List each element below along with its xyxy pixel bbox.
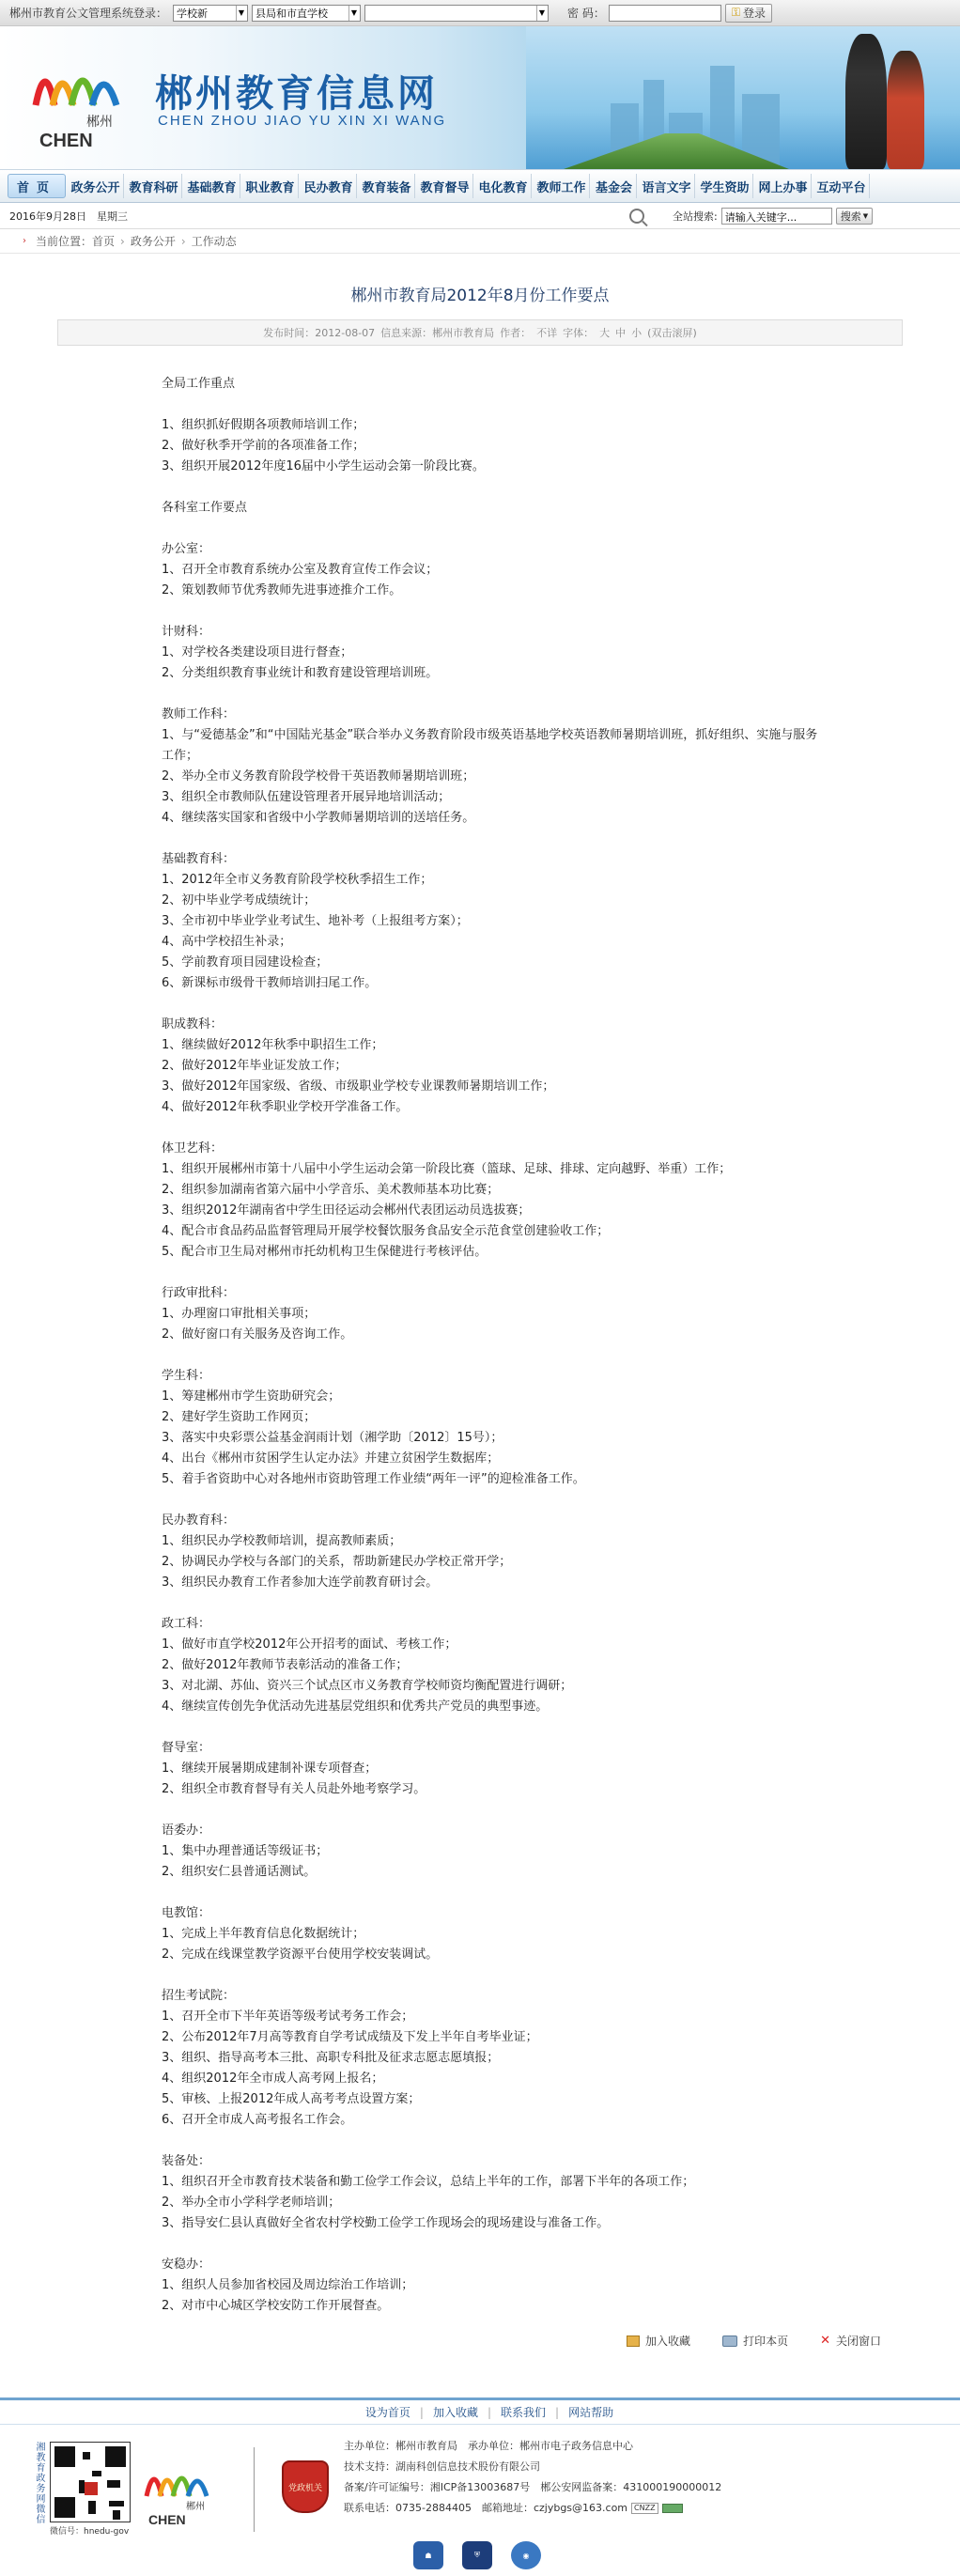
article-line: 2、策划教师节优秀教师先进事迹推介工作。 — [162, 583, 402, 597]
article-line: 3、组织开展2012年度16届中小学生运动会第一阶段比赛。 — [162, 459, 485, 473]
article-line: 1、组织抓好假期各项教师培训工作； — [162, 418, 365, 432]
article-line: 4、继续宣传创先争优活动先进基层党组织和优秀共产党员的典型事迹。 — [162, 1699, 549, 1714]
site-title: 郴州教育信息网 — [155, 71, 438, 116]
article-title: 郴州市教育局2012年8月份工作要点 — [350, 287, 610, 305]
article-line: 1、筹建郴州市学生资助研究会； — [162, 1389, 341, 1404]
article-line: 4、高中学校招生补录； — [162, 935, 292, 949]
link-divider: | — [419, 2405, 424, 2419]
link-divider: | — [555, 2405, 560, 2419]
article-line: 装备处： — [162, 2154, 211, 2168]
article-line: 1、组织开展郴州市第十八届中小学生运动会第一阶段比赛（篮球、足球、排球、定向越野、举重）工作； — [162, 1162, 732, 1176]
article-line: 4、配合市食品药品监督管理局开展学校餐饮服务食品安全示范食堂创建验收工作； — [162, 1224, 610, 1238]
footer-logo-mark: 郴州 — [186, 2502, 205, 2512]
wechat-vertical-text: 湘教育政务网微信 — [34, 2442, 44, 2524]
article-tools — [627, 2333, 881, 2349]
article-line: 1、办理窗口审批相关事项； — [162, 1307, 317, 1321]
nav-item[interactable]: 基金会 — [592, 174, 637, 198]
stats-badge-icon[interactable] — [662, 2504, 683, 2513]
paragraph-gap — [162, 1965, 902, 1986]
article-line: 4、出台《郴州市贫困学生认定办法》并建立贫困学生数据库； — [162, 1451, 500, 1466]
article-line: 2、协调民办学校与各部门的关系，帮助新建民办学校正常开学； — [162, 1555, 512, 1569]
logo-city-pinyin: CHEN — [39, 131, 93, 151]
add-favorite-button[interactable] — [627, 2333, 690, 2349]
chevron-down-icon: ▼ — [536, 6, 545, 21]
chevron-down-icon: ▼ — [348, 6, 357, 21]
article-line: 2、对市中心城区学校安防工作开展督查。 — [162, 2299, 390, 2313]
article-line: 民办教育科： — [162, 1513, 236, 1528]
school-type-select[interactable] — [173, 5, 248, 22]
tech-support: 技术支持：湖南科创信息技术股份有限公司 — [344, 2460, 540, 2473]
paragraph-gap — [162, 2234, 902, 2255]
article-line: 1、组织人员参加省校园及周边综治工作培训； — [162, 2278, 414, 2292]
qr-caption: 微信号：hnedu-gov — [50, 2527, 130, 2537]
footer-logo-pinyin: CHEN — [148, 2512, 186, 2527]
article-line: 6、召开全市成人高考报名工作会。 — [162, 2113, 353, 2127]
article-line: 计财科： — [162, 625, 211, 639]
close-window-button[interactable] — [820, 2333, 881, 2349]
emblem-label: 党政机关 — [287, 2483, 322, 2493]
login-bar — [0, 0, 960, 26]
close-icon: ✕ — [820, 2334, 830, 2348]
article-line: 各科室工作要点 — [162, 501, 248, 515]
search-icon — [629, 209, 644, 224]
site-logo-icon — [26, 49, 139, 152]
login-button-label: 登录 — [742, 7, 766, 20]
chevron-down-icon: ▼ — [862, 211, 869, 220]
article-line: 6、新课标市级骨干教师培训扫尾工作。 — [162, 976, 378, 990]
paragraph-gap — [162, 395, 902, 415]
article-line: 学生科： — [162, 1369, 211, 1383]
article-line: 3、组织2012年湖南省中学生田径运动会郴州代表团运动员选拔赛； — [162, 1203, 531, 1218]
login-button[interactable] — [725, 4, 772, 23]
breadcrumb — [0, 229, 960, 254]
article-line: 全局工作重点 — [162, 377, 236, 391]
paragraph-gap — [162, 1717, 902, 1738]
article-line: 2、举办全市义务教育阶段学校骨干英语教师暑期培训班； — [162, 769, 475, 784]
article-line: 督导室： — [162, 1741, 211, 1755]
chevron-right-icon: › — [23, 236, 26, 246]
contact-info — [344, 2498, 721, 2519]
article-line: 2、做好秋季开学前的各项准备工作； — [162, 439, 365, 453]
article — [0, 282, 960, 2317]
main-nav — [0, 169, 960, 203]
nav-item[interactable]: 学生资助 — [697, 174, 753, 198]
party-gov-emblem-icon[interactable] — [282, 2460, 329, 2513]
article-line: 3、组织民办教育工作者参加大连学前教育研讨会。 — [162, 1575, 439, 1590]
add-favorite-label: 加入收藏 — [645, 2335, 691, 2348]
article-line: 2、建好学生资助工作网页； — [162, 1410, 317, 1424]
article-line: 3、全市初中毕业学业考试生、地补考（上报组考方案）； — [162, 914, 469, 928]
paragraph-gap — [162, 684, 902, 705]
article-line: 1、集中办理普通话等级证书； — [162, 1844, 329, 1858]
font-large-button[interactable]: 大 — [599, 327, 611, 339]
article-line: 3、做好2012年国家级、省级、市级职业学校专业课教师暑期培训工作； — [162, 1079, 555, 1094]
author-value: 不详 — [536, 327, 558, 339]
region-value: 县局和市直学校 — [255, 7, 329, 20]
paragraph-gap — [162, 994, 902, 1015]
current-date: 2016年9月28日 星期三 — [9, 209, 128, 223]
breadcrumb-separator: › — [180, 234, 186, 248]
search-input[interactable]: 请输入关键字... — [721, 208, 832, 225]
article-body — [0, 346, 902, 2317]
nav-item[interactable]: 职业教育 — [242, 174, 299, 198]
unit-select[interactable] — [364, 5, 549, 22]
person-graphic — [887, 51, 924, 169]
site-pinyin: CHEN ZHOU JIAO YU XIN XI WANG — [158, 113, 447, 129]
footer-logo-icon — [141, 2453, 225, 2528]
nav-item[interactable]: 教育科研 — [126, 174, 182, 198]
login-label: 郴州市教育公文管理系统登录： — [9, 7, 168, 20]
person-graphic — [845, 34, 887, 169]
article-line: 1、召开全市教育系统办公室及教育宣传工作会议； — [162, 563, 439, 577]
author: 作者： — [500, 327, 532, 339]
paragraph-gap — [162, 519, 902, 539]
article-line: 2、做好2012年毕业证发放工作； — [162, 1059, 348, 1073]
article-line: 4、继续落实国家和省级中小学教师暑期培训的送培任务。 — [162, 811, 475, 825]
site-banner — [0, 26, 960, 169]
article-line: 招生考试院： — [162, 1989, 236, 2003]
article-line: 安稳办： — [162, 2258, 211, 2272]
footer-divider — [254, 2447, 255, 2532]
paragraph-gap — [162, 1593, 902, 1614]
article-line: 体卫艺科： — [162, 1141, 224, 1156]
article-line: 1、组织召开全市教育技术装备和勤工俭学工作会议，总结上半年的工作，部署下半年的各项工作； — [162, 2175, 695, 2189]
article-line: 2、完成在线课堂教学资源平台使用学校安装调试。 — [162, 1948, 439, 1962]
info-source: 信息来源：郴州市教育局 — [380, 327, 495, 339]
font-medium-button[interactable]: 中 — [615, 327, 627, 339]
site-help-link[interactable]: 网站帮助 — [568, 2406, 614, 2419]
password-label: 密 码： — [567, 7, 605, 20]
paragraph-gap — [162, 1263, 902, 1283]
nav-item[interactable]: 互动平台 — [813, 174, 870, 198]
article-line: 1、继续做好2012年秋季中职招生工作； — [162, 1038, 384, 1052]
nav-item[interactable]: 语言文字 — [639, 174, 695, 198]
article-line: 5、学前教育项目园建设检查； — [162, 955, 329, 970]
article-line: 3、组织全市教师队伍建设管理者开展异地培训活动； — [162, 790, 451, 804]
qr-code-icon — [50, 2442, 131, 2522]
link-divider: | — [487, 2405, 492, 2419]
police-badge-icon[interactable]: ☗ — [413, 2541, 443, 2569]
paragraph-gap — [162, 1490, 902, 1511]
article-line: 1、组织民办学校教师培训，提高教师素质； — [162, 1534, 402, 1548]
article-line: 1、做好市直学校2012年公开招考的面试、考核工作； — [162, 1637, 457, 1652]
article-line: 基础教育科： — [162, 852, 236, 866]
font-small-button[interactable]: 小 — [631, 327, 643, 339]
net-police-badge-icon[interactable]: ◉ — [511, 2541, 541, 2569]
wechat-block — [32, 2442, 131, 2537]
font-size-label: 字体： — [563, 327, 595, 339]
article-line: 2、组织参加湖南省第六届中小学音乐、美术教师基本功比赛； — [162, 1183, 500, 1197]
article-line: 办公室： — [162, 542, 211, 556]
article-line: 2、分类组织教育事业统计和教育建设管理培训班。 — [162, 666, 439, 680]
search-label: 全站搜索: — [673, 209, 718, 223]
footer-links — [0, 2400, 960, 2425]
favorite-icon — [627, 2335, 640, 2347]
logo-city-mark: 郴州 — [86, 115, 113, 130]
article-line: 1、与“爱德基金”和“中国陆光基金”联合举办义务教育阶段市级英语基地学校英语教师暑期培训班，抓好组织、实施与服务 — [162, 728, 818, 742]
nav-item[interactable]: 网上办事 — [755, 174, 812, 198]
nav-item[interactable]: 基础教育 — [184, 174, 240, 198]
article-line: 3、对北湖、苏仙、资兴三个试点区市义务教育学校师资均衡配置进行调研； — [162, 1679, 573, 1693]
article-line: 1、2012年全市义务教育阶段学校秋季招生工作； — [162, 873, 433, 887]
article-line: 3、落实中央彩票公益基金润雨计划（湘学助〔2012〕15号）； — [162, 1431, 503, 1445]
password-input[interactable] — [609, 5, 721, 22]
article-line: 5、配合市卫生局对郴州市托幼机构卫生保健进行考核评估。 — [162, 1245, 488, 1259]
paragraph-gap — [162, 477, 902, 498]
footer-info — [344, 2436, 721, 2519]
contact-us-link[interactable]: 联系我们 — [501, 2406, 547, 2419]
breadcrumb-section[interactable]: 政务公开 — [130, 235, 176, 248]
article-line: 2、初中毕业学考成绩统计； — [162, 893, 317, 908]
article-line: 4、组织2012年全市成人高考网上报名； — [162, 2072, 384, 2086]
article-line: 2、举办全市小学科学老师培训； — [162, 2196, 341, 2210]
paragraph-gap — [162, 1800, 902, 1821]
paragraph-gap — [162, 829, 902, 849]
nav-item[interactable]: 教育督导 — [417, 174, 473, 198]
printer-icon — [722, 2335, 737, 2347]
paragraph-gap — [162, 1345, 902, 1366]
host-unit: 主办单位：郴州市教育局 承办单位：郴州市电子政务信息中心 — [344, 2440, 633, 2452]
contact-text: 联系电话：0735-2884405 邮箱地址：czjybgs@163.com — [344, 2502, 628, 2514]
set-homepage-link[interactable]: 设为首页 — [364, 2406, 410, 2419]
search-button[interactable] — [836, 208, 873, 225]
article-line: 5、着手省资助中心对各地州市资助管理工作业绩“两年一评”的迎检准备工作。 — [162, 1472, 585, 1486]
security-badge-icon[interactable]: ⛨ — [462, 2541, 492, 2569]
double-click-scroll: (双击滚屏) — [647, 327, 697, 339]
article-line: 教师工作科： — [162, 707, 236, 722]
article-line: 职成教科： — [162, 1017, 224, 1032]
nav-item[interactable]: 教师工作 — [534, 174, 590, 198]
article-line: 1、对学校各类建设项目进行督查； — [162, 645, 353, 660]
info-bar — [0, 203, 960, 229]
search-button-label: 搜索 — [840, 209, 861, 223]
icp-record: 备案/许可证编号：湘ICP备13003687号 郴公安网监备案：431000190000012 — [344, 2481, 722, 2493]
print-button[interactable] — [722, 2333, 788, 2349]
nav-item[interactable]: 政务公开 — [68, 174, 124, 198]
breadcrumb-label: 当前位置： — [36, 235, 93, 248]
article-line: 3、组织、指导高考本三批、高职专科批及征求志愿志愿填报； — [162, 2051, 500, 2065]
publish-time: 发布时间：2012-08-07 — [263, 327, 376, 339]
article-line: 4、做好2012年秋季职业学校开学准备工作。 — [162, 1100, 409, 1114]
nav-item[interactable]: 电化教育 — [475, 174, 532, 198]
breadcrumb-current[interactable]: 工作动态 — [191, 235, 237, 248]
article-meta — [57, 319, 903, 346]
close-window-label: 关闭窗口 — [835, 2335, 881, 2348]
footer-badges — [413, 2541, 541, 2569]
paragraph-gap — [162, 1883, 902, 1903]
article-line: 行政审批科： — [162, 1286, 236, 1300]
nav-item[interactable]: 首页 — [8, 174, 66, 198]
article-line: 2、做好2012年教师节表彰活动的准备工作； — [162, 1658, 409, 1672]
article-line: 2、组织安仁县普通话测试。 — [162, 1865, 317, 1879]
school-type-value: 学校新 — [177, 7, 209, 20]
nav-item[interactable]: 民办教育 — [301, 174, 357, 198]
article-line: 工作； — [162, 749, 199, 763]
article-line: 1、召开全市下半年英语等级考试考务工作会； — [162, 2010, 414, 2024]
add-favorite-link[interactable]: 加入收藏 — [432, 2406, 478, 2419]
paragraph-gap — [162, 2131, 902, 2151]
paragraph-gap — [162, 1118, 902, 1139]
article-line: 1、继续开展暑期成建制补课专项督查； — [162, 1761, 378, 1776]
chevron-down-icon: ▼ — [236, 6, 244, 21]
article-line: 1、完成上半年教育信息化数据统计； — [162, 1927, 365, 1941]
footer — [0, 2398, 960, 2576]
key-icon: ⚿ — [731, 6, 740, 19]
breadcrumb-home[interactable]: 首页 — [92, 235, 116, 248]
region-select[interactable] — [252, 5, 361, 22]
article-line: 2、组织全市教育督导有关人员赴外地考察学习。 — [162, 1782, 426, 1796]
print-label: 打印本页 — [743, 2335, 789, 2348]
article-line: 2、做好窗口有关服务及咨询工作。 — [162, 1327, 353, 1342]
nav-item[interactable]: 教育装备 — [359, 174, 415, 198]
article-line: 语委办： — [162, 1823, 211, 1838]
article-line: 2、公布2012年7月高等教育自学考试成绩及下发上半年自考毕业证； — [162, 2030, 538, 2044]
article-line: 3、指导安仁县认真做好全省农村学校勤工俭学工作现场会的现场建设与准备工作。 — [162, 2216, 610, 2230]
article-line: 电教馆： — [162, 1906, 211, 1920]
cnzz-badge[interactable]: CNZZ — [631, 2503, 658, 2514]
article-line: 5、审核、上报2012年成人高考考点设置方案； — [162, 2092, 421, 2106]
paragraph-gap — [162, 601, 902, 622]
breadcrumb-separator: › — [120, 234, 125, 248]
article-line: 政工科： — [162, 1617, 211, 1631]
